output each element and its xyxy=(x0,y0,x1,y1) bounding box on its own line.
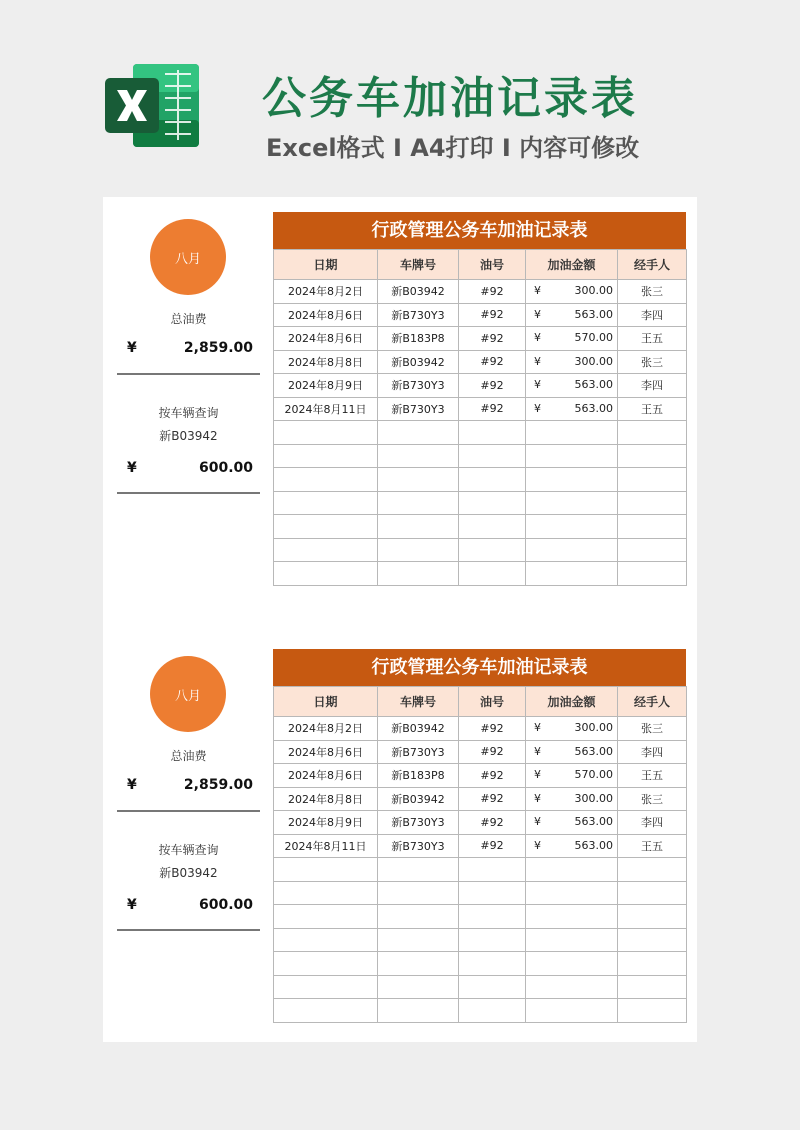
cell-date[interactable]: 2024年8月6日 xyxy=(274,327,378,351)
empty-cell[interactable] xyxy=(526,515,618,539)
column-header-row xyxy=(274,687,687,717)
empty-cell[interactable] xyxy=(274,444,378,468)
empty-cell[interactable] xyxy=(526,491,618,515)
vehicle-query-plate[interactable]: 新B03942 xyxy=(159,429,218,443)
empty-cell[interactable] xyxy=(378,952,459,976)
cell-plate[interactable]: 新B03942 xyxy=(378,787,459,811)
empty-cell[interactable] xyxy=(618,975,687,999)
cell-plate[interactable]: 新B03942 xyxy=(378,717,459,741)
cell-date[interactable]: 2024年8月2日 xyxy=(274,717,378,741)
column-header-handler: 经手人 xyxy=(618,250,687,280)
amount-value: 563.00 xyxy=(574,815,613,828)
table-row-empty xyxy=(274,858,687,882)
cell-handler[interactable]: 张三 xyxy=(618,717,687,741)
empty-cell[interactable] xyxy=(274,491,378,515)
cell-date[interactable]: 2024年8月2日 xyxy=(274,280,378,304)
cell-date[interactable]: 2024年8月6日 xyxy=(274,764,378,788)
empty-cell[interactable] xyxy=(459,515,526,539)
currency-symbol: ¥ xyxy=(534,768,541,781)
cell-plate[interactable]: 新B730Y3 xyxy=(378,811,459,835)
empty-cell[interactable] xyxy=(459,905,526,929)
vehicle-query-value: 600.00 xyxy=(198,897,253,913)
cell-fuel-grade[interactable]: #92 xyxy=(459,834,526,858)
empty-cell[interactable] xyxy=(378,468,459,492)
currency-symbol: ¥ xyxy=(127,897,137,913)
empty-cell[interactable] xyxy=(618,881,687,905)
column-header-amount: 加油金额 xyxy=(526,250,618,280)
empty-cell[interactable] xyxy=(274,562,378,586)
vehicle-query-label: 按车辆查询 xyxy=(158,406,219,420)
cell-handler[interactable]: 王五 xyxy=(618,834,687,858)
empty-cell[interactable] xyxy=(459,952,526,976)
divider xyxy=(117,492,260,494)
cell-plate[interactable]: 新B730Y3 xyxy=(378,303,459,327)
empty-cell[interactable] xyxy=(526,952,618,976)
cell-handler[interactable]: 张三 xyxy=(618,280,687,304)
record-block xyxy=(103,649,697,1034)
table-row xyxy=(274,303,687,327)
empty-cell[interactable] xyxy=(526,881,618,905)
empty-cell[interactable] xyxy=(618,999,687,1023)
divider xyxy=(117,373,260,375)
empty-cell[interactable] xyxy=(378,538,459,562)
table-row-empty xyxy=(274,515,687,539)
column-header-date: 日期 xyxy=(274,250,378,280)
empty-cell[interactable] xyxy=(526,444,618,468)
empty-cell[interactable] xyxy=(526,999,618,1023)
empty-cell[interactable] xyxy=(274,858,378,882)
table-row xyxy=(274,280,687,304)
amount-value: 563.00 xyxy=(574,838,613,852)
table-row-empty xyxy=(274,562,687,586)
column-header-fuel-grade: 油号 xyxy=(459,250,526,280)
table-row-empty xyxy=(274,491,687,515)
total-fuel-label: 总油费 xyxy=(170,749,207,763)
table-row-empty xyxy=(274,905,687,929)
cell-plate[interactable]: 新B730Y3 xyxy=(378,834,459,858)
cell-amount[interactable] xyxy=(526,740,618,764)
fuel-record-table xyxy=(273,649,686,1023)
cell-handler[interactable]: 李四 xyxy=(618,811,687,835)
fuel-record-table xyxy=(273,212,686,586)
cell-amount[interactable] xyxy=(526,717,618,741)
cell-handler[interactable]: 张三 xyxy=(618,787,687,811)
table-row xyxy=(274,350,687,374)
divider xyxy=(117,929,260,931)
empty-cell[interactable] xyxy=(618,905,687,929)
cell-date[interactable]: 2024年8月9日 xyxy=(274,811,378,835)
vehicle-query-amount xyxy=(117,897,260,917)
empty-cell[interactable] xyxy=(459,999,526,1023)
amount-value: 563.00 xyxy=(574,401,613,415)
cell-amount[interactable] xyxy=(526,280,618,304)
currency-symbol: ¥ xyxy=(534,791,541,805)
table-row-empty xyxy=(274,881,687,905)
cell-date[interactable]: 2024年8月11日 xyxy=(274,834,378,858)
empty-cell[interactable] xyxy=(618,421,687,445)
currency-symbol: ¥ xyxy=(534,744,541,758)
cell-plate[interactable]: 新B730Y3 xyxy=(378,397,459,421)
currency-symbol: ¥ xyxy=(534,838,541,852)
cell-amount[interactable] xyxy=(526,374,618,398)
cell-plate[interactable]: 新B183P8 xyxy=(378,764,459,788)
empty-cell[interactable] xyxy=(274,468,378,492)
table-row xyxy=(274,787,687,811)
empty-cell[interactable] xyxy=(378,928,459,952)
empty-cell[interactable] xyxy=(274,905,378,929)
empty-cell[interactable] xyxy=(618,858,687,882)
vehicle-query-value: 600.00 xyxy=(198,460,253,476)
empty-cell[interactable] xyxy=(378,421,459,445)
total-fuel-value: 2,859.00 xyxy=(183,340,253,356)
table-row xyxy=(274,397,687,421)
cell-fuel-grade[interactable]: #92 xyxy=(459,397,526,421)
currency-symbol: ¥ xyxy=(534,378,541,391)
column-header-fuel-grade: 油号 xyxy=(459,687,526,717)
empty-cell[interactable] xyxy=(378,881,459,905)
table-row xyxy=(274,834,687,858)
empty-cell[interactable] xyxy=(459,975,526,999)
page-header xyxy=(0,0,800,200)
empty-cell[interactable] xyxy=(526,975,618,999)
empty-cell[interactable] xyxy=(378,975,459,999)
table-title: 行政管理公务车加油记录表 xyxy=(273,212,686,249)
cell-amount[interactable] xyxy=(526,787,618,811)
cell-date[interactable]: 2024年8月8日 xyxy=(274,787,378,811)
table-row xyxy=(274,764,687,788)
cell-date[interactable]: 2024年8月8日 xyxy=(274,350,378,374)
table-row-empty xyxy=(274,952,687,976)
cell-fuel-grade[interactable]: #92 xyxy=(459,717,526,741)
empty-cell[interactable] xyxy=(378,905,459,929)
page-title: 公务车加油记录表 xyxy=(262,73,638,124)
empty-cell[interactable] xyxy=(459,491,526,515)
column-header-plate: 车牌号 xyxy=(378,250,459,280)
empty-cell[interactable] xyxy=(459,444,526,468)
table-row-empty xyxy=(274,421,687,445)
empty-cell[interactable] xyxy=(526,538,618,562)
cell-handler[interactable]: 李四 xyxy=(618,374,687,398)
cell-handler[interactable]: 王五 xyxy=(618,397,687,421)
empty-cell[interactable] xyxy=(526,858,618,882)
currency-symbol: ¥ xyxy=(534,354,541,368)
vehicle-query-plate[interactable]: 新B03942 xyxy=(159,866,218,880)
total-fuel-amount xyxy=(117,340,260,360)
currency-symbol: ¥ xyxy=(534,401,541,415)
empty-cell[interactable] xyxy=(378,515,459,539)
table-row xyxy=(274,811,687,835)
currency-symbol: ¥ xyxy=(534,307,541,321)
amount-value: 570.00 xyxy=(574,768,613,781)
cell-amount[interactable] xyxy=(526,834,618,858)
empty-cell[interactable] xyxy=(378,999,459,1023)
cell-amount[interactable] xyxy=(526,764,618,788)
empty-cell[interactable] xyxy=(618,538,687,562)
column-header-amount: 加油金额 xyxy=(526,687,618,717)
month-badge: 八月 xyxy=(150,656,226,732)
empty-cell[interactable] xyxy=(274,421,378,445)
empty-cell[interactable] xyxy=(274,538,378,562)
currency-symbol: ¥ xyxy=(127,340,137,356)
table-row-empty xyxy=(274,928,687,952)
empty-cell[interactable] xyxy=(274,928,378,952)
empty-cell[interactable] xyxy=(526,928,618,952)
cell-plate[interactable]: 新B730Y3 xyxy=(378,374,459,398)
page-subtitle: Excel格式 I A4打印 I 内容可修改 xyxy=(266,134,640,162)
amount-value: 300.00 xyxy=(574,354,613,368)
empty-cell[interactable] xyxy=(274,952,378,976)
cell-date[interactable]: 2024年8月6日 xyxy=(274,740,378,764)
empty-cell[interactable] xyxy=(618,491,687,515)
cell-fuel-grade[interactable]: #92 xyxy=(459,350,526,374)
empty-cell[interactable] xyxy=(459,538,526,562)
currency-symbol: ¥ xyxy=(534,284,541,297)
empty-cell[interactable] xyxy=(459,562,526,586)
currency-symbol: ¥ xyxy=(534,331,541,344)
cell-handler[interactable]: 王五 xyxy=(618,327,687,351)
empty-cell[interactable] xyxy=(459,881,526,905)
table-row-empty xyxy=(274,999,687,1023)
empty-cell[interactable] xyxy=(618,952,687,976)
column-header-plate: 车牌号 xyxy=(378,687,459,717)
amount-value: 300.00 xyxy=(574,791,613,805)
cell-fuel-grade[interactable]: #92 xyxy=(459,811,526,835)
empty-cell[interactable] xyxy=(618,468,687,492)
empty-cell[interactable] xyxy=(459,421,526,445)
empty-cell[interactable] xyxy=(274,881,378,905)
month-badge: 八月 xyxy=(150,219,226,295)
cell-date[interactable]: 2024年8月9日 xyxy=(274,374,378,398)
column-header-row xyxy=(274,250,687,280)
empty-cell[interactable] xyxy=(526,905,618,929)
empty-cell[interactable] xyxy=(378,858,459,882)
table-row xyxy=(274,717,687,741)
currency-symbol: ¥ xyxy=(534,721,541,734)
cell-date[interactable]: 2024年8月6日 xyxy=(274,303,378,327)
empty-cell[interactable] xyxy=(274,975,378,999)
empty-cell[interactable] xyxy=(459,468,526,492)
cell-fuel-grade[interactable]: #92 xyxy=(459,303,526,327)
empty-cell[interactable] xyxy=(274,515,378,539)
cell-handler[interactable]: 王五 xyxy=(618,764,687,788)
cell-amount[interactable] xyxy=(526,327,618,351)
amount-value: 563.00 xyxy=(574,307,613,321)
cell-fuel-grade[interactable]: #92 xyxy=(459,280,526,304)
table-row-empty xyxy=(274,444,687,468)
empty-cell[interactable] xyxy=(618,928,687,952)
empty-cell[interactable] xyxy=(526,421,618,445)
cell-plate[interactable]: 新B03942 xyxy=(378,350,459,374)
table-title: 行政管理公务车加油记录表 xyxy=(273,649,686,686)
excel-icon xyxy=(103,58,203,153)
currency-symbol: ¥ xyxy=(534,815,541,828)
cell-handler[interactable]: 李四 xyxy=(618,740,687,764)
cell-amount[interactable] xyxy=(526,397,618,421)
empty-cell[interactable] xyxy=(378,444,459,468)
total-fuel-label: 总油费 xyxy=(170,312,207,326)
amount-value: 300.00 xyxy=(574,721,613,734)
total-fuel-amount xyxy=(117,777,260,797)
table-row-empty xyxy=(274,468,687,492)
cell-plate[interactable]: 新B183P8 xyxy=(378,327,459,351)
cell-fuel-grade[interactable]: #92 xyxy=(459,740,526,764)
cell-fuel-grade[interactable]: #92 xyxy=(459,374,526,398)
total-fuel-value: 2,859.00 xyxy=(183,777,253,793)
cell-handler[interactable]: 张三 xyxy=(618,350,687,374)
cell-fuel-grade[interactable]: #92 xyxy=(459,764,526,788)
empty-cell[interactable] xyxy=(526,468,618,492)
vehicle-query-amount xyxy=(117,460,260,480)
cell-amount[interactable] xyxy=(526,350,618,374)
amount-value: 570.00 xyxy=(574,331,613,344)
cell-handler[interactable]: 李四 xyxy=(618,303,687,327)
table-row xyxy=(274,374,687,398)
currency-symbol: ¥ xyxy=(127,777,137,793)
empty-cell[interactable] xyxy=(274,999,378,1023)
empty-cell[interactable] xyxy=(618,444,687,468)
cell-fuel-grade[interactable]: #92 xyxy=(459,787,526,811)
divider xyxy=(117,810,260,812)
empty-cell[interactable] xyxy=(526,562,618,586)
empty-cell[interactable] xyxy=(618,562,687,586)
table-row xyxy=(274,327,687,351)
empty-cell[interactable] xyxy=(378,562,459,586)
empty-cell[interactable] xyxy=(459,928,526,952)
sheet-paper xyxy=(103,197,697,1042)
empty-cell[interactable] xyxy=(618,515,687,539)
cell-date[interactable]: 2024年8月11日 xyxy=(274,397,378,421)
empty-cell[interactable] xyxy=(459,858,526,882)
currency-symbol: ¥ xyxy=(127,460,137,476)
amount-value: 300.00 xyxy=(574,284,613,297)
cell-amount[interactable] xyxy=(526,303,618,327)
table-row xyxy=(274,740,687,764)
cell-plate[interactable]: 新B730Y3 xyxy=(378,740,459,764)
cell-plate[interactable]: 新B03942 xyxy=(378,280,459,304)
amount-value: 563.00 xyxy=(574,744,613,758)
table-row-empty xyxy=(274,538,687,562)
column-header-date: 日期 xyxy=(274,687,378,717)
amount-value: 563.00 xyxy=(574,378,613,391)
table-row-empty xyxy=(274,975,687,999)
empty-cell[interactable] xyxy=(378,491,459,515)
record-block xyxy=(103,212,697,597)
cell-amount[interactable] xyxy=(526,811,618,835)
cell-fuel-grade[interactable]: #92 xyxy=(459,327,526,351)
vehicle-query-label: 按车辆查询 xyxy=(158,843,219,857)
column-header-handler: 经手人 xyxy=(618,687,687,717)
